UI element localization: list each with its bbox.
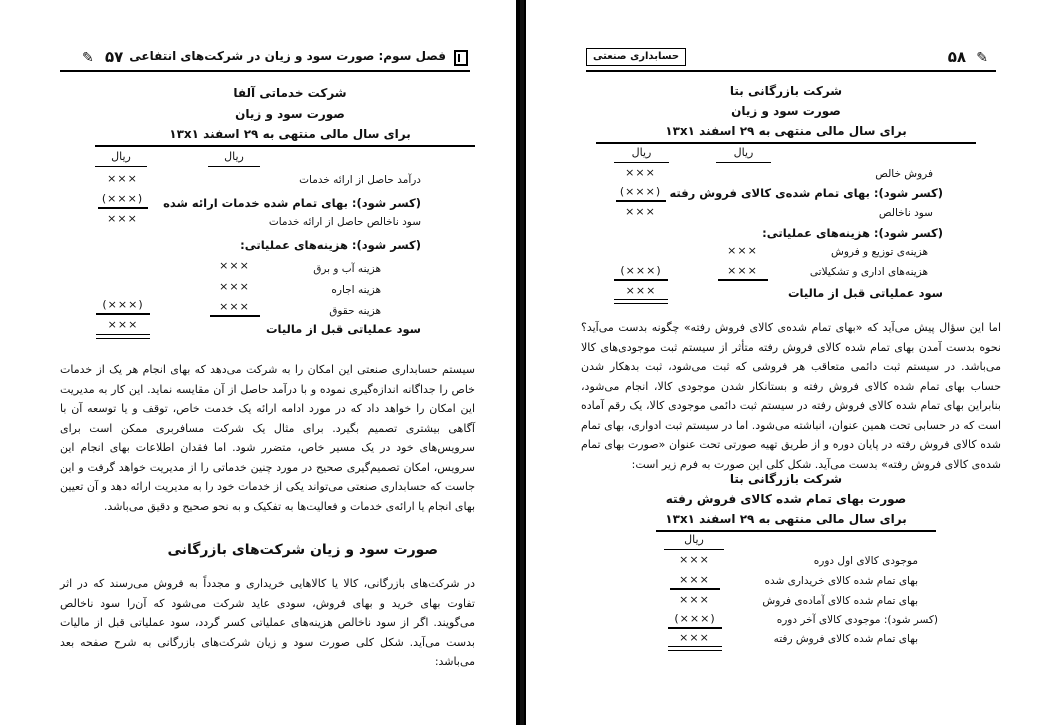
row-value: (×××) [674,612,716,625]
row-label: هزینه اجاره [331,284,381,296]
row-label: هزینه‌های اداری و تشکیلاتی [809,266,928,278]
row-label: فروش خالص [875,168,933,180]
header-title: فصل سوم: صورت سود و زیان در شرکت‌های انتفاعی [129,49,446,63]
underline [616,200,666,202]
row-value: ××× [625,205,656,218]
row-value: ××× [625,166,656,179]
row-total: (×××) [620,264,662,277]
company-name: شرکت خدماتی آلفا [233,86,347,100]
row-value: ××× [679,573,710,586]
row-value: ××× [679,631,710,644]
row-total: (×××) [102,298,144,311]
body-paragraph: سیستم حسابداری صنعتی این امکان را به شرکت می‌دهد که بهای انجام هر یک از خدمات خاص را جداگانه اندازه‌گیری نموده و با درآمد حاصل از آن مقایسه نماید. این کار به مدیریت این امکان را خواهد داد که در مورد ادامه ارائه یک خدمت خاص، توقف و یا توسعه آن با آگاهی بیشتری تصمیم بگیرد. برای مثال یک شرکت مسافربری ممکن است برای سرویس‌های خود در یک مسیر خاص، متضرر شود. اما فقدان اطلاعات بهای انجام این سرویس، امکان تصمیم‌گیری صحیح در مورد چنین خدماتی را از مدیریت خواهد گرفت و این جاست که حسابداری صنعتی می‌تواند یکی از خدمات خود را به مدیریت ارائه دهد و آن تعیین بهای انجام یا ارائه‌ی خدمات و فعالیت‌ها به تفکیک و به نحو صحیح و دقیق می‌باشد. [60,363,475,513]
row-label: هزینه حقوق [329,305,381,317]
report-period: برای سال مالی منتهی به ۲۹ اسفند ۱۳x۱ [665,512,907,526]
report-title: صورت سود و زیان [235,107,345,121]
col-header: ریال [664,533,724,550]
row-total: ××× [107,318,139,331]
row-value: (×××) [619,185,662,198]
body-paragraph: اما این سؤال پیش می‌آید که «بهای تمام شده‌ی کالای فروش رفته» چگونه بدست می‌آید؟ نحوه بدست آمدن بهای تمام شده کالای فروش رفته متأثر از سیستم ثبت موجودی‌های کالا می‌باشد. در سیستم ثبت دائمی متعاقب هر فروشی که ثبت می‌شود، ثبت بدهکار شدن حساب بهای تمام شده کالای فروش رفته و بستانکار شدن موجودی کالا، انجام می‌شود، بنابراین بهای تمام شده کالای فروش رفته در سیستم ثبت دائمی موجودی کالا، یک رقم آماده است که در حسابی تحت همین عنوان، انباشته می‌شود. اما در سیستم ثبت ادواری، بهای تمام شده کالای فروش رفته در پایان دوره و از طریق تهیه صورتی تحت عنوان «صورت بهای تمام شده‌ی کالای فروش رفته» بدست می‌آید. شکل کلی این صورت به فرم زیر است: [581,321,1001,471]
underline [670,588,720,590]
title-rule [656,530,936,532]
title-rule [596,142,976,144]
section-title: صورت سود و زیان شرکت‌های بازرگانی [167,542,438,558]
row-value: ××× [107,212,138,225]
report-period: برای سال مالی منتهی به ۲۹ اسفند ۱۳x۱ [169,127,411,141]
report-period: برای سال مالی منتهی به ۲۹ اسفند ۱۳x۱ [665,124,907,138]
underline [668,627,722,629]
company-name: شرکت بازرگانی بتا [729,472,843,486]
company-name: شرکت بازرگانی بتا [729,84,843,98]
row-label: سود ناخالص حاصل از ارائه خدمات [268,216,421,228]
underline [614,279,668,281]
double-underline [96,334,150,339]
row-label: موجودی کالای اول دوره [813,555,918,567]
double-underline [614,299,668,304]
right-page [524,0,1038,725]
row-total: ××× [625,284,657,297]
col-header: ریال [716,146,771,163]
double-underline [668,646,722,651]
row-label: درآمد حاصل از ارائه خدمات [299,174,421,186]
row-value: ××× [219,300,250,313]
underline [210,315,260,317]
book-icon [454,50,468,66]
row-label: (کسر شود): بهای تمام شده‌ی کالای فروش رفته [669,186,943,200]
page-number: ۵۸ [947,48,966,66]
row-value: (×××) [101,192,144,205]
row-label: هزینه آب و برق [313,263,381,275]
row-label: (کسر شود): هزینه‌های عملیاتی: [240,238,421,252]
row-value: ××× [727,264,758,277]
row-label: بهای تمام شده کالای فروش رفته [773,633,918,645]
title-rule [95,145,475,147]
row-value: ××× [219,280,250,293]
row-label: بهای تمام شده کالای خریداری شده [764,575,918,587]
row-label: سود عملیاتی قبل از مالیات [265,322,421,336]
left-page-header [60,48,470,72]
row-value: ××× [679,593,710,606]
row-label: سود عملیاتی قبل از مالیات [787,286,943,300]
row-label: بهای تمام شده کالای آماده‌ی فروش [762,595,918,607]
right-page-header [586,48,996,72]
pen-icon: ✎ [976,50,988,66]
row-label: سود ناخالص [878,207,933,219]
underline [96,313,150,315]
col-header: ریال [614,146,669,163]
underline [98,207,148,209]
row-value: ××× [679,553,710,566]
report-title: صورت بهای تمام شده کالای فروش رفته [665,492,907,506]
underline [718,279,768,281]
report-title: صورت سود و زیان [731,104,841,118]
row-value: ××× [219,259,250,272]
row-label: هزینه‌ی توزیع و فروش [831,246,928,258]
header-title: حسابداری صنعتی [586,48,686,66]
col-header: ریال [95,150,147,167]
page-number: ۵۷ [105,48,124,66]
row-value: ××× [107,172,138,185]
pen-icon: ✎ [82,50,94,66]
row-value: ××× [727,244,758,257]
row-label: (کسر شود): موجودی کالای آخر دوره [776,614,938,626]
row-label: (کسر شود): هزینه‌های عملیاتی: [762,226,943,240]
row-label: (کسر شود): بهای تمام شده خدمات ارائه شده [163,196,421,210]
body-paragraph: در شرکت‌های بازرگانی، کالا یا کالاهایی خریداری و مجدداً به فروش می‌رسند که در اثر تفاوت بهای خرید و بهای فروش، سودی عاید شرکت می‌شود که آن‌را سود ناخالص می‌گویند. اگر از سود ناخالص هزینه‌های عملیاتی کسر گردد، سود عملیاتی قبل از مالیات بدست می‌آید. شکل کلی صورت سود و زیان شرکت‌های بازرگانی به شرح صفحه بعد می‌باشد: [60,577,475,668]
col-header: ریال [208,150,260,167]
